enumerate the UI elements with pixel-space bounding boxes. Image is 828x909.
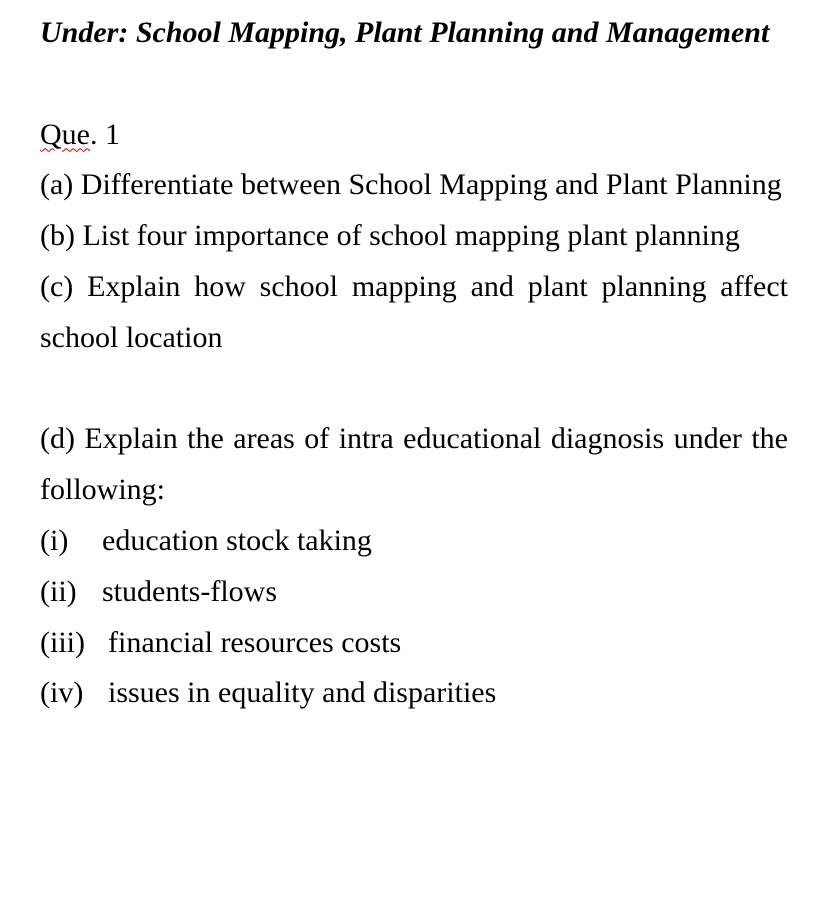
question-part-a: [40, 160, 788, 211]
part-text: Differentiate between School Mapping and Plant Planning: [80, 168, 782, 202]
spellcheck-underlined-word: Que: [40, 117, 90, 151]
subpart-iv: [40, 668, 788, 719]
question-number: [40, 110, 788, 161]
part-text: Explain how school mapping and plant planning affect school location: [40, 269, 789, 354]
subpart-label: (ii): [40, 574, 77, 608]
subpart-ii: [40, 567, 788, 618]
subpart-label: (i): [40, 523, 69, 557]
spacer: [40, 364, 788, 415]
question-part-c: [40, 262, 788, 364]
part-label: (d): [40, 422, 75, 456]
subpart-iii: [40, 618, 788, 669]
subpart-text: issues in equality and disparities: [108, 676, 497, 710]
part-text: List four importance of school mapping plant planning: [82, 219, 740, 253]
subpart-label: (iii): [40, 625, 85, 659]
part-label: (c): [40, 269, 74, 303]
subpart-text: education stock taking: [102, 523, 372, 557]
part-label: (a): [40, 168, 74, 202]
question-number-suffix: . 1: [89, 117, 120, 151]
subpart-text: financial resources costs: [108, 625, 402, 659]
question-part-d: [40, 414, 788, 516]
subpart-text: students-flows: [102, 574, 277, 608]
part-label: (b): [40, 219, 75, 253]
question-part-b: [40, 211, 788, 262]
section-heading: Under: School Mapping, Plant Planning and Management: [40, 16, 770, 49]
subpart-label: (iv): [40, 676, 84, 710]
document-page: [40, 8, 788, 719]
subpart-i: [40, 516, 788, 567]
spacer: [40, 59, 788, 110]
part-text: Explain the areas of intra educational diagnosis under the following:: [40, 422, 788, 507]
